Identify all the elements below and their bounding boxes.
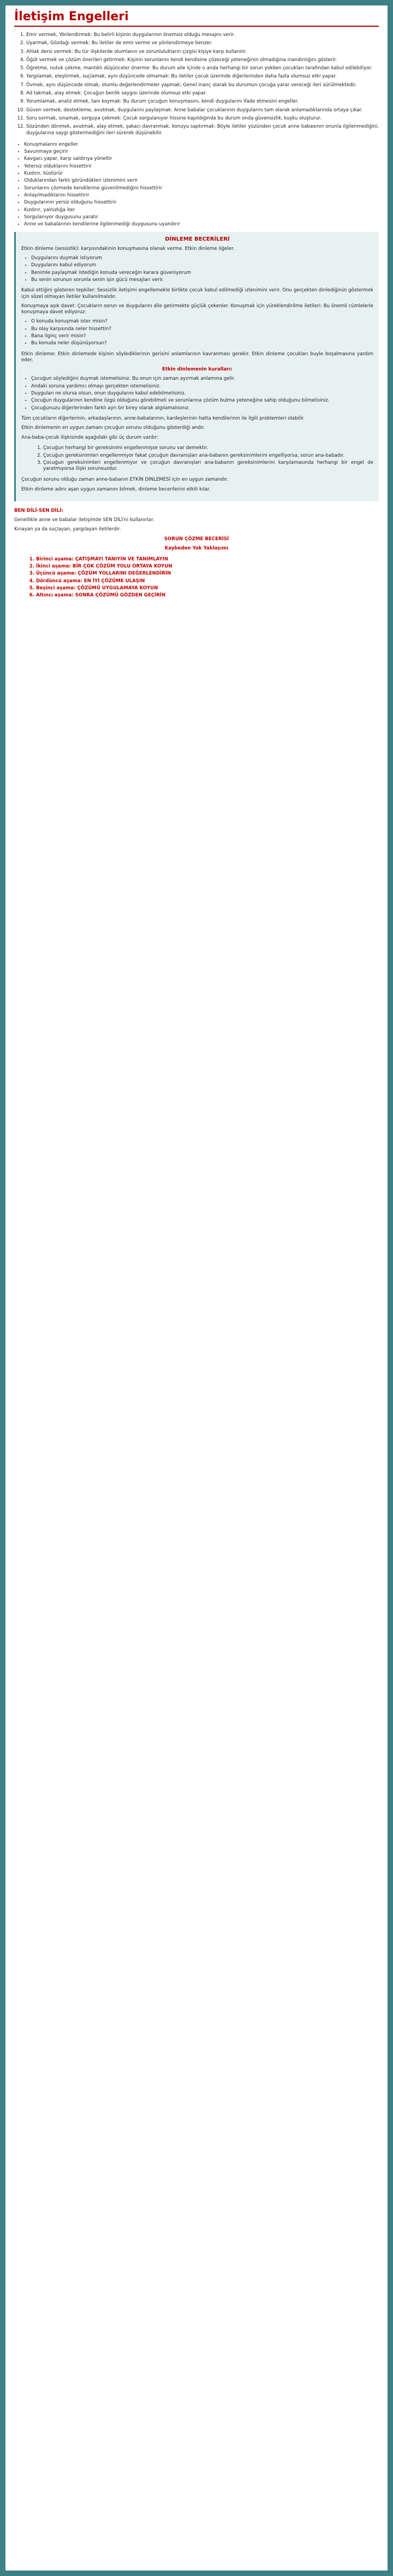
list-item: 9. Yorumlamak, analiz etmek, tanı koymak: Bu durum çocuğun konuşmasını, kendi duygularını ifade etmesini engeller. xyxy=(26,99,379,105)
effects-list xyxy=(14,142,379,228)
listening-skills-section xyxy=(14,232,379,501)
list-item: 4. Dördüncü aşama: EN İYİ ÇÖZÜME ULAŞIN xyxy=(36,578,379,584)
paragraph: Kabul ettiğini gösteren tepkiler: Sessizlik iletişimi engellemekle birlikte çocuk kabul edilmediği izlenimini verir. Onu gerçekten dinlediğinizi göstermek için sözel olmayan iletiler kullanılmalıdır. xyxy=(21,288,373,300)
list-item: • Duygularını kabul ediyorum xyxy=(31,262,373,268)
list-item: 10. Güven vermek, destekleme, avutmak, duygularını paylaşmak: Anne babalar çocuklarının duygularını tam olarak anlamadıklarında ortaya çıkar. xyxy=(26,107,379,113)
list-item: • Çocuğun duygularının kendine özgü olduğunu görebilmeli ve sorunlarına çözüm bulma yeteneğine sahip olduğunu bilmelisiniz. xyxy=(31,398,373,404)
paragraph: Genellikle anne ve babalar iletişimde SEN DİLİ'ni kullanırlar. xyxy=(14,517,154,523)
list-item: • Sorunlarını çözmede kendilerine güvenilmediğini hissettirir xyxy=(24,186,379,192)
list-item: • Çocuğunuzu diğerlerinden farklı ayrı bir birey olarak algılamalısınız. xyxy=(31,405,373,411)
list-item: • Duyguları ne olursa olsun, onun duygularını kabul edebilmelisiniz. xyxy=(31,391,373,397)
list-item: 3. Çocuğun gereksinimleri engellenmiyor ve çocuğun davranışları ana-babanın gereksinimlerini karşılamasında herhangi bir engel de yaratmıyorsa ilişki sorunsuzdur. xyxy=(43,460,373,473)
relationship-states-list xyxy=(21,445,373,472)
list-item: 2. Çocuğun gereksinimleri engellenmiyor fakat çocuğun davranışları ana-babanın gereksinimlerini engelliyorsa, sorun ana-babadır. xyxy=(43,453,373,459)
list-item: • Anlaşılmadıklarını hissettirir xyxy=(24,193,379,199)
list-item: • Kavgacı yapar, karşı saldırıya yöneltir xyxy=(24,156,379,162)
invitation-phrases-list xyxy=(21,319,373,346)
list-item: 11. Soru sormak, sınamak, sorguya çekmek: Çocuk sorgulanıyor hissine kapıldığında bu durum onda güvensizlik, kuşku oluşturur. xyxy=(26,116,379,122)
subheading: BEN DİLİ-SEN DİLİ: xyxy=(14,507,63,513)
document-page xyxy=(5,5,388,2571)
list-item: • Konuşmalarını engeller xyxy=(24,142,379,148)
list-item: 7. Övmek, aynı düşüncede olmak, olumlu değerlendirmeler yapmak: Genel inanç olarak bu durumun çocuğa yarar vereceği ileri sürülmektedir. xyxy=(26,82,379,88)
paragraph: Çocuğun sorunu olduğu zaman anne-babanın ETKİN DİNLEMESİ için en uygun zamandır. xyxy=(21,477,228,483)
list-item: • O konuda konuşmak ister misin? xyxy=(31,319,373,325)
list-item: • Bu senin sorunun sorunla senin işin gücü mesajları verir. xyxy=(31,277,373,283)
list-item: 5. Öğretme, nutuk çekme, mantıklı düşünceler önerme: Bu durum aile içinde o anda herhangi bir sorun yokken çocukları tarafından kabul edilebiliyor. xyxy=(26,65,379,71)
paragraph: Etkin dinleme (sessizlik): karşısındakinin konuşmasına olanak verme. Etkin dinleme öğeler. xyxy=(21,246,235,252)
list-item: 5. Beşinci aşama: ÇÖZÜMÜ UYGULAMAYA KOYUN xyxy=(36,585,379,591)
problem-solving-stages-list xyxy=(14,557,379,599)
paragraph: Etkin dinleme: Etkin dinlemede kişinin söylediklerinin gerisini anlamlarının kavranması gerekir. Etkin dinleme çocukları buyle boşalmasına yardım eder. xyxy=(21,351,373,363)
list-item: • Anne ve babalarının kendilerine ilgilenmediği duygusunu uyandırır xyxy=(24,222,379,228)
communication-barriers-list xyxy=(14,32,379,136)
listening-points-list xyxy=(21,255,373,283)
list-item: 3. Ahlak dersi vermek: Bu tür ilişkilerde olumlanın ve zorunlulukların çizgisi kişiye karşı kullanılır. xyxy=(26,49,379,55)
list-item: • Duygularının yersiz olduğunu hissettirir xyxy=(24,200,379,206)
subheading: Kaybeden Yok Yaklaşımı xyxy=(164,546,229,551)
paragraph: Kınayan ya da suçlayan, yargılayan iletilerdir. xyxy=(14,527,121,533)
list-item: 6. Altıncı aşama: SONRA ÇÖZÜMÜ GÖZDEN GEÇİRİN xyxy=(36,593,379,599)
title-divider xyxy=(14,26,379,27)
list-item: • Çocuğun söylediğini duymak istemelisiniz. Bu onun için zaman ayırmak anlamına gelir. xyxy=(31,376,373,382)
list-item: 3. Üçüncü aşama: ÇÖZÜM YOLLARINI DEĞERLENDİRİN xyxy=(36,571,379,577)
list-item: • Bana ilginç verir misin? xyxy=(31,333,373,339)
list-item: • Yetersiz olduklarını hissettirir xyxy=(24,164,379,170)
list-item: 8. Ad takmak, alay etmek: Çocuğun benlik saygısı üzerinde olumsuz etki yapar. xyxy=(26,91,379,97)
list-item: 1. Emir vermek, Yönlendirmek: Bu belirli kişinin duygularının önemsiz olduğu mesajını verir. xyxy=(26,32,379,38)
page-title: İletişim Engelleri xyxy=(14,10,129,23)
list-item: • Benimle paylaşmak istediğin konuda vereceğin karara güveniyorum xyxy=(31,270,373,276)
list-item: 2. İkinci aşama: BİR ÇOK ÇÖZÜM YOLU ORTAYA KOYUN xyxy=(36,564,379,570)
active-listening-rules-list xyxy=(21,376,373,411)
list-item: 6. Yargılamak, eleştirmek, suçlamak, aynı düşüncede olmamak: Bu iletiler çocuk üzerinde diğerlerinden daha fazla olumsuz etki yapar. xyxy=(26,74,379,80)
section-title: DİNLEME BECERİLERİ xyxy=(165,236,230,243)
paragraph: Etkin dinleme adını aşan uygun zamanını bilmek, dinleme becerilerini etkili kılar. xyxy=(21,486,211,492)
paragraph: Konuşmaya aşık davet: Çocukların sorun ve duygularını dile getirmekte güçlük çekenler. Konuşmak için yüreklendirilme iletileri: Bu önemli cümlelerle konuşmaya davet ediyoruz: xyxy=(21,303,373,315)
list-item: • Andaki soruna yardımcı olmayı gerçekten istemelisiniz. xyxy=(31,384,373,390)
paragraph: Tüm çocukların diğerlerinin, arkadaşlarının, anne-babalarının, kardeşlerinin hatta kendilerinin ile ilgili problemleri olabilir. xyxy=(21,415,305,421)
list-item: • Bu olay karşısında neler hissettin? xyxy=(31,326,373,332)
paragraph: Etkin dinlemenin en uygun zamanı çocuğun sorunu olduğunu gösterdiği andır. xyxy=(21,425,205,431)
subheading: Etkin dinlemenin kuralları: xyxy=(162,367,233,373)
list-item: 12. Sözünden dönmek, avutmak, alay etmek, şakacı davranmak, konuyu saptırmak: Böyle iletiler yüzünden çocuk anne babasının onunla ilgilenmediğini, duygularına saygı göstermediğini ileri sürerek düşünebilir. xyxy=(26,124,379,136)
list-item: • Bu konuda neler düşünüyorsun? xyxy=(31,340,373,346)
paragraph: Ana-baba-çocuk ilişkisinde aşağıdaki gibi üç durum vardır: xyxy=(21,434,158,440)
list-item: 4. Öğüt vermek ve çözüm önerileri getirmek: Kişinin sorunlarını kendi kendisine çözeceği yeteneğinin olmadığına inandırılığını gösterir. xyxy=(26,57,379,63)
list-item: • Kızdırır, küstürür xyxy=(24,171,379,177)
body-text xyxy=(14,32,379,599)
list-item: 1. Çocuğun herhangi bir gereksinimi engellenmişse sorunu var demektir. xyxy=(43,445,373,451)
subheading: SORUN ÇÖZME BECERİSİ xyxy=(164,536,229,542)
list-item: • Savunmaya geçirir xyxy=(24,149,379,155)
list-item: • Duygularını duymak istiyorum xyxy=(31,255,373,261)
list-item: 1. Birinci aşama: ÇATIŞMAYI TANIYIN VE TANIMLAYIN xyxy=(36,557,379,563)
list-item: • Sorgulanıyor duygusunu yaratır xyxy=(24,214,379,220)
list-item: • Kızdırır, yalnızlığa iter xyxy=(24,207,379,213)
list-item: 2. Uyarmak, Gözdağı vermek: Bu iletiler de emir verme ve yönlendirmeye benzer. xyxy=(26,40,379,46)
list-item: • Olduklarından farklı göründükleri izlenimini verir xyxy=(24,178,379,184)
